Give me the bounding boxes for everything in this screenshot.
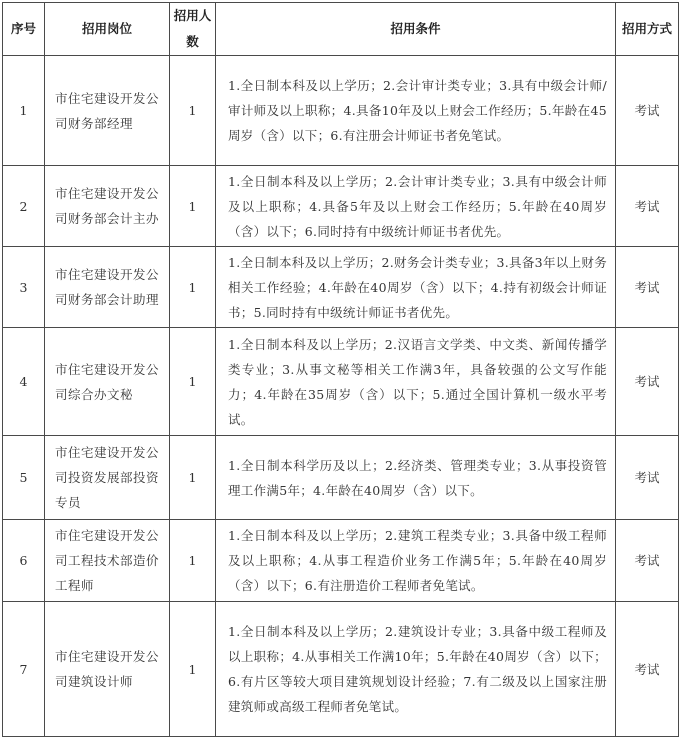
cell-count: 1: [170, 520, 216, 602]
cell-count: 1: [170, 328, 216, 436]
cell-position: 市住宅建设开发公司财务部会计助理: [45, 247, 170, 328]
cell-conditions: 1.全日制本科及以上学历；2.会计审计类专业；3.具有中级会计师及以上职称；4.具备5年及以上财会工作经历；5.年龄在40周岁（含）以下；6.同时持有中级统计师证书者优先。: [216, 166, 616, 247]
cell-no: 7: [3, 602, 45, 737]
cell-method: 考试: [616, 166, 679, 247]
cell-position: 市住宅建设开发公司建筑设计师: [45, 602, 170, 737]
cell-conditions: 1.全日制本科及以上学历；2.建筑工程类专业；3.具备中级工程师及以上职称；4.从事工程造价业务工作满5年；5.年龄在40周岁（含）以下；6.有注册造价工程师者免笔试。: [216, 520, 616, 602]
cell-position: 市住宅建设开发公司财务部会计主办: [45, 166, 170, 247]
cell-no: 2: [3, 166, 45, 247]
table-row: [3, 247, 679, 328]
cell-method: 考试: [616, 328, 679, 436]
recruitment-table: [2, 2, 679, 737]
cell-no: 3: [3, 247, 45, 328]
cell-conditions: 1.全日制本科及以上学历；2.汉语言文学类、中文类、新闻传播学类专业；3.从事文秘等相关工作满3年，具备较强的公文写作能力；4.年龄在35周岁（含）以下；5.通过全国计算机一级水平考试。: [216, 328, 616, 436]
table-row: [3, 602, 679, 737]
cell-method: 考试: [616, 56, 679, 166]
cell-method: 考试: [616, 602, 679, 737]
table-header-row: [3, 3, 679, 56]
cell-count: 1: [170, 166, 216, 247]
cell-method: 考试: [616, 436, 679, 520]
header-count: 招用人数: [170, 3, 216, 56]
header-position: 招用岗位: [45, 3, 170, 56]
cell-position: 市住宅建设开发公司投资发展部投资专员: [45, 436, 170, 520]
cell-no: 1: [3, 56, 45, 166]
cell-conditions: 1.全日制本科及以上学历；2.建筑设计专业；3.具备中级工程师及以上职称；4.从事相关工作满10年；5.年龄在40周岁（含）以下；6.有片区等较大项目建筑规划设计经验；7.有二级及以上国家注册建筑师或高级工程师者免笔试。: [216, 602, 616, 737]
header-conditions: 招用条件: [216, 3, 616, 56]
cell-position: 市住宅建设开发公司财务部经理: [45, 56, 170, 166]
cell-count: 1: [170, 602, 216, 737]
cell-count: 1: [170, 436, 216, 520]
cell-count: 1: [170, 247, 216, 328]
table-row: [3, 520, 679, 602]
cell-no: 4: [3, 328, 45, 436]
cell-position: 市住宅建设开发公司综合办文秘: [45, 328, 170, 436]
cell-no: 5: [3, 436, 45, 520]
cell-count: 1: [170, 56, 216, 166]
table-row: [3, 328, 679, 436]
cell-method: 考试: [616, 520, 679, 602]
table-row: [3, 436, 679, 520]
header-method: 招用方式: [616, 3, 679, 56]
cell-conditions: 1.全日制本科及以上学历；2.财务会计类专业；3.具备3年以上财务相关工作经验；4.年龄在40周岁（含）以下；4.持有初级会计师证书；5.同时持有中级统计师证书者优先。: [216, 247, 616, 328]
cell-position: 市住宅建设开发公司工程技术部造价工程师: [45, 520, 170, 602]
cell-conditions: 1.全日制本科及以上学历；2.会计审计类专业；3.具有中级会计师/审计师及以上职称；4.具备10年及以上财会工作经历；5.年龄在45周岁（含）以下；6.有注册会计师证书者免笔试。: [216, 56, 616, 166]
cell-no: 6: [3, 520, 45, 602]
table-row: [3, 56, 679, 166]
header-no: 序号: [3, 3, 45, 56]
table-row: [3, 166, 679, 247]
cell-method: 考试: [616, 247, 679, 328]
cell-conditions: 1.全日制本科学历及以上；2.经济类、管理类专业；3.从事投资管理工作满5年；4.年龄在40周岁（含）以下。: [216, 436, 616, 520]
